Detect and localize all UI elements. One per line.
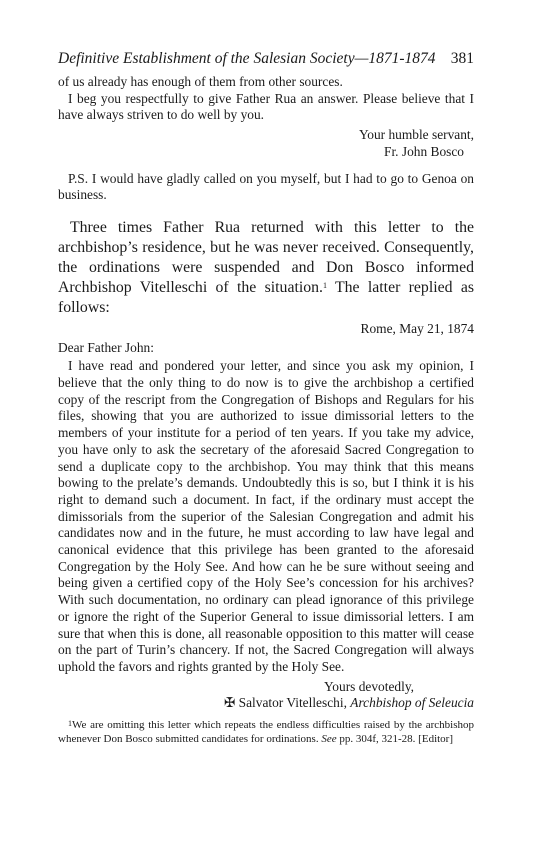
footnote-pages: pp. 304f, 321-28. [Editor]	[336, 732, 454, 745]
cross-icon: ✠	[224, 695, 236, 711]
book-page	[58, 50, 474, 746]
page-header	[58, 50, 474, 68]
letter-closing: Your humble servant,	[358, 127, 474, 143]
letter-bosco	[58, 74, 474, 204]
letter-vitelleschi	[58, 321, 474, 712]
letter-signature: Fr. John Bosco	[384, 143, 464, 159]
letter-continuation: of us already has enough of them from other sources.	[58, 74, 343, 89]
see-label: See	[321, 732, 337, 745]
page-number: 381	[450, 50, 474, 67]
narrative-text-end: The latter replied as follows:	[58, 278, 474, 316]
signature-title: Archbishop of Seleucia	[350, 695, 474, 711]
letter-body: I have read and pondered your letter, and since you ask my opinion, I believe that the only thing to do now is to give the archbishop a certified copy of the rescript from the Congregation of Bishops and Regulars for his files, showing that you are authorized to issue dimissorial letters to the members of your institute for a period of ten years. If you take my advice, you have only to ask the secretary of the aforesaid Sacred Congregation to send a duplicate copy to the archbishop. You may think that this means bowing to the prelate’s demands. Undoubtedly this is so, but I think it is his right to demand such a document. In fact, if the ordinary must accept the dimissorials from the superior of the Salesian Congregation and admit his candidates now and in the future, he must according to law have legal and canonical evidence that this privilege has been granted to the aforesaid Congregation by the Holy See. And how can he be sure without seeing and being given a certified copy of the Holy See’s concession for his archives? With such documentation, no ordinary can plead ignorance of this privilege or ignore the right of the Superior General to issue dimissorial letters. I am sure that when this is done, all reasonable opposition to this matter will cease on the part of Turin’s chancery. If not, the Sacred Congregation will always uphold the favors and rights granted by the Holy See.	[58, 358, 474, 674]
footnote-marker: 1	[68, 719, 72, 729]
footnote-text	[58, 719, 474, 746]
footnote-reference: 1	[322, 280, 327, 290]
signature-name: Salvator Vitelleschi,	[238, 695, 351, 711]
footnote-text-part: We are omitting this letter which repeats the endless difficulties raised by the archbishop whenever Don Bosco submitted candidates for ordinations.	[58, 719, 474, 745]
narrative-text: Three times Father Rua returned with this letter to the archbishop’s residence, but he was never received. Consequently, the ordinations were suspended and Don Bosco informed Archbishop Vitelleschi of the situation.	[58, 218, 474, 296]
letter-closing: Yours devotedly,	[323, 678, 414, 694]
postscript: P.S. I would have gladly called on you myself, but I had to go to Genoa on business.	[58, 170, 474, 203]
footnote	[58, 719, 474, 746]
letter-salutation: Dear Father John:	[58, 339, 154, 355]
narrative-paragraph	[58, 218, 474, 318]
letter-signature	[58, 695, 474, 712]
letter-paragraph: I beg you respectfully to give Father Rua an answer. Please believe that I have always striven to do well by you.	[58, 90, 474, 123]
letter-place-date: Rome, May 21, 1874	[360, 320, 474, 336]
running-head: Definitive Establishment of the Salesian Society—1871-1874	[58, 50, 436, 67]
